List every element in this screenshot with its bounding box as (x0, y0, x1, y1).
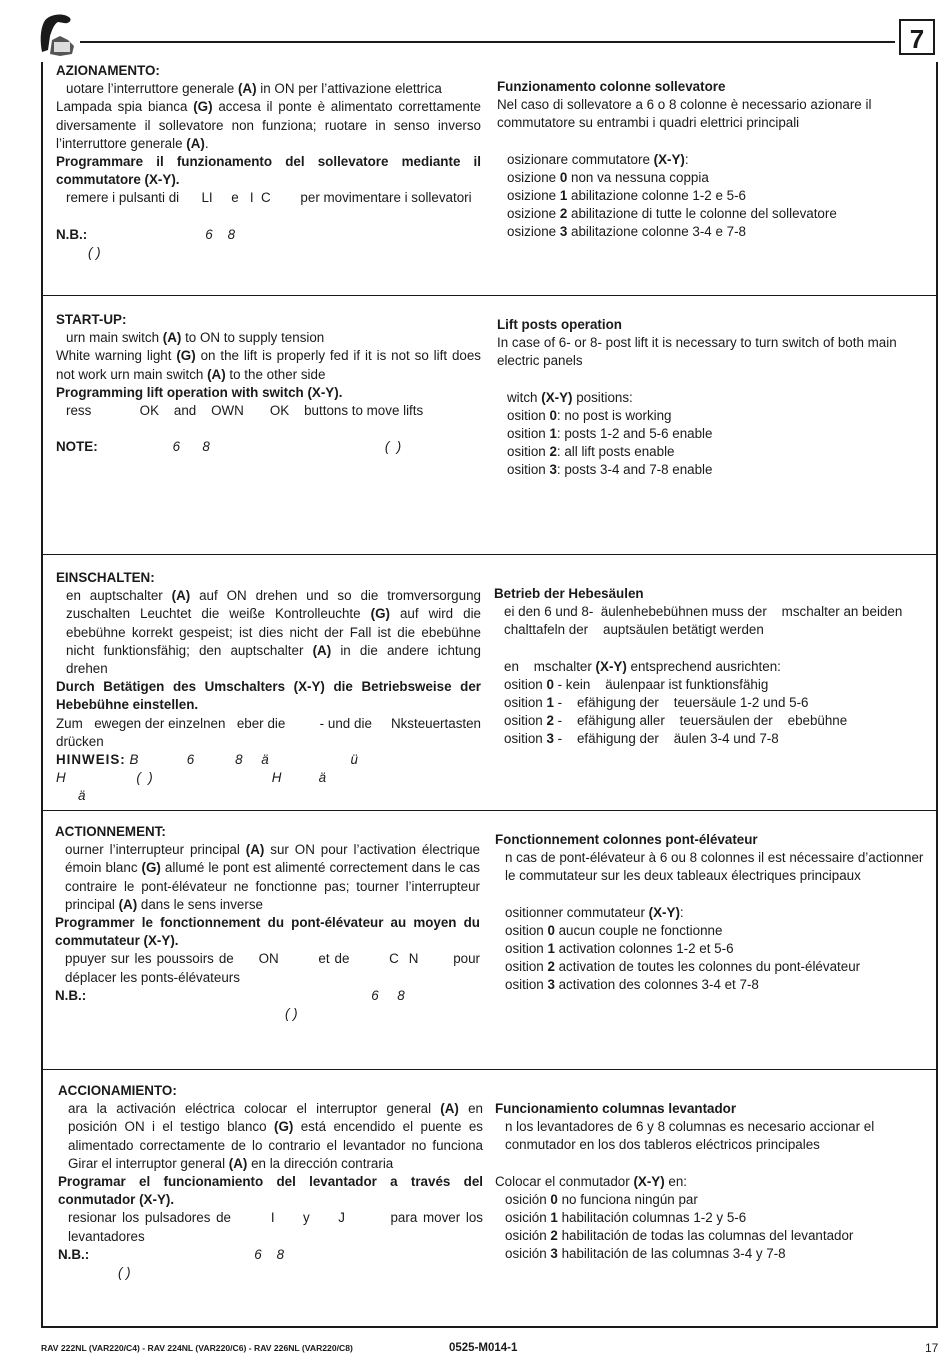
fr-right-p1: n cas de pont-élévateur à 6 ou 8 colonnes il est nécessaire d’actionner le commutateur sur les deux tableaux électriques principaux (505, 850, 924, 884)
de-left-column (56, 569, 485, 806)
chapter-number-badge: 7 (899, 19, 935, 55)
divider (43, 810, 936, 811)
fr-pos-3: osition 3 activation des colonnes 3-4 et 7-8 (505, 977, 759, 993)
es-nb-label: N.B.: (58, 1246, 90, 1262)
en-p1: urn main switch (A) to ON to supply tension (66, 330, 325, 346)
es-nb-text2: ( ) (118, 1265, 131, 1281)
en-pos-intro: witch (X-Y) positions: (507, 389, 633, 405)
section-italian (43, 62, 936, 295)
en-pos-0: osition 0: no post is working (507, 407, 672, 423)
section-german (43, 569, 936, 810)
en-pos-1: osition 1: posts 1-2 and 5-6 enable (507, 426, 713, 442)
de-nb-text2: H ( ) H ä (56, 770, 327, 786)
en-nb-text2: ( ) (384, 439, 402, 455)
fr-pos-1: osition 1 activation colonnes 1-2 et 5-6 (505, 941, 734, 957)
de-pos-intro: en mschalter (X-Y) entsprechend ausrichten: (504, 658, 781, 674)
de-nb-text: B 6 8 ä ü (129, 752, 358, 768)
fr-p4: ppuyer sur les poussoirs de ON et de C N pour déplacer les ponts-élévateurs (65, 951, 484, 985)
fr-nb-label: N.B.: (55, 987, 87, 1003)
section-english (43, 311, 936, 554)
de-p1: en auptschalter (A) auf ON drehen und so die tromversorgung zuschalten Leuchtet die weiße Kontrolleuchte (G) auf wird die ebebühne korrekt gespeist; ist dies nicht der Fall ist die ebebühne nicht funktionsfähig; den auptschalter (A) in die andere ichtung drehen (66, 588, 481, 677)
de-nb-label: HINWEIS: (56, 752, 126, 768)
de-p3: Durch Betätigen des Umschalters (X-Y) die Betriebsweise der Hebebühne einstellen. (56, 679, 481, 713)
it-p1: uotare l’interruttore generale (A) in ON per l’attivazione elettrica (66, 81, 442, 97)
de-pos-2: osition 2 - efähigung aller teuersäulen der ebebühne (504, 713, 848, 729)
section-french (43, 823, 936, 1069)
en-right-column (497, 316, 927, 480)
en-heading: START-UP: (56, 312, 127, 327)
it-pos-0: osizione 0 non va nessuna coppia (507, 169, 709, 185)
de-right-heading: Betrieb der Hebesäulen (494, 586, 644, 601)
fr-pos-2: osition 2 activation de toutes les colonnes du pont-élévateur (505, 959, 861, 975)
fr-p1: ourner l’interrupteur principal (A) sur ON pour l’activation électrique émoin blanc (G) allumé le pont est alimenté correctement dans le cas contraire le pont-élévateur ne fonctionne pas; tourner l’interrupteur principal (A) dans le sens inverse (65, 842, 480, 912)
es-right-column (495, 1100, 925, 1264)
fr-nb-text2: ( ) (285, 1006, 298, 1022)
it-heading: AZIONAMENTO: (56, 63, 160, 78)
brand-logo-icon (38, 12, 80, 58)
fr-right-heading: Fonctionnement colonnes pont-élévateur (495, 832, 758, 847)
en-p2: White warning light (G) on the lift is properly fed if it is not so lift does not work urn main switch (A) to the other side (56, 348, 481, 382)
es-p4: resionar los pulsadores de I y J para mover los levantadores (68, 1210, 487, 1244)
header-rule (80, 41, 895, 43)
it-pos-intro: osizionare commutatore (X-Y): (507, 151, 689, 167)
de-pos-0: osition 0 - kein äulenpaar ist funktionsfähig (504, 676, 769, 692)
de-right-column (494, 585, 924, 749)
en-nb-label: NOTE: (56, 439, 98, 455)
es-p1: ara la activación eléctrica colocar el interruptor general (A) en posición ON i el testigo blanco (G) está encendido el puente es alimentado correctamente de lo contrario el levantador no funciona Girar el interruptor general (A) en la dirección contraria (68, 1101, 483, 1171)
footer-models: RAV 222NL (VAR220/C4) - RAV 224NL (VAR220/C6) - RAV 226NL (VAR220/C8) (41, 1343, 353, 1353)
it-p3: Programmare il funzionamento del sollevatore mediante il commutatore (X-Y). (56, 154, 481, 188)
en-pos-2: osition 2: all lift posts enable (507, 444, 675, 460)
es-p3: Programar el funcionamiento del levantador a través del conmutador (X-Y). (58, 1174, 483, 1208)
de-pos-3: osition 3 - efähigung der äulen 3-4 und 7-8 (504, 731, 779, 747)
it-nb-label: N.B.: (56, 226, 88, 242)
it-nb-text: 6 8 (205, 226, 236, 242)
fr-nb (55, 987, 480, 1005)
en-left-column (56, 311, 481, 456)
it-pos-1: osizione 1 abilitazione colonne 1-2 e 5-6 (507, 188, 746, 204)
es-pos-intro: Colocar el conmutador (X-Y) en: (495, 1173, 688, 1189)
divider (43, 554, 936, 555)
it-nb-text2: ( ) (88, 244, 101, 260)
es-pos-1: osición 1 habilitación columnas 1-2 y 5-6 (505, 1210, 747, 1226)
es-pos-2: osición 2 habilitación de todas las columnas del levantador (505, 1228, 854, 1244)
it-right-column (497, 78, 927, 242)
es-right-heading: Funcionamiento columnas levantador (495, 1101, 737, 1116)
de-nb-text3: ä (78, 788, 86, 804)
it-right-p1: Nel caso di sollevatore a 6 o 8 colonne è necessario azionare il commutatore su entrambi i quadri elettrici principali (497, 97, 872, 131)
es-right-p1: n los levantadores de 6 y 8 columnas es necesario accionar el conmutador en los dos tableros eléctricos principales (505, 1119, 875, 1153)
en-pos-3: osition 3: posts 3-4 and 7-8 enable (507, 462, 713, 478)
fr-nb-text: 6 8 (371, 987, 405, 1003)
en-nb-text: 6 8 (172, 439, 210, 455)
de-pos-1: osition 1 - efähigung der teuersäule 1-2 und 5-6 (504, 695, 809, 711)
it-pos-2: osizione 2 abilitazione di tutte le colonne del sollevatore (507, 206, 837, 222)
de-right-p1: ei den 6 und 8- äulenhebebühnen muss der mschalter an beiden chalttafeln der auptsäulen betätigt werden (504, 604, 918, 638)
fr-p3: Programmer le fonctionnement du pont-élévateur au moyen du commutateur (X-Y). (55, 915, 480, 949)
it-right-heading: Funzionamento colonne sollevatore (497, 79, 726, 94)
fr-pos-intro: ositionner commutateur (X-Y): (505, 904, 684, 920)
en-nb (56, 438, 481, 456)
footer-page-number: 17 (925, 1341, 939, 1355)
es-nb (58, 1246, 483, 1264)
it-left-column (56, 62, 481, 262)
it-pos-3: osizione 3 abilitazione colonne 3-4 e 7-8 (507, 224, 746, 240)
it-p4: remere i pulsanti di LI e I C per movimentare i sollevatori (66, 190, 472, 206)
de-heading: EINSCHALTEN: (56, 570, 155, 585)
fr-pos-0: osition 0 aucun couple ne fonctionne (505, 922, 723, 938)
divider (43, 1069, 936, 1070)
en-p4: ress OK and OWN OK buttons to move lifts (66, 403, 424, 419)
es-pos-0: osición 0 no funciona ningún par (505, 1191, 698, 1207)
section-spanish (43, 1082, 936, 1328)
it-nb (56, 226, 481, 244)
fr-heading: ACTIONNEMENT: (55, 824, 166, 839)
it-p2: Lampada spia bianca (G) accesa il ponte è alimentato correttamente diversamente il sollevatore non funziona; ruotare in senso inverso l’interruttore generale (A). (56, 99, 481, 151)
fr-left-column (55, 823, 484, 1023)
es-nb-text: 6 8 (254, 1246, 285, 1262)
fr-right-column (495, 831, 925, 995)
footer-doc-code: 0525-M014-1 (449, 1342, 518, 1354)
es-heading: ACCIONAMIENTO: (58, 1083, 177, 1098)
en-right-heading: Lift posts operation (497, 317, 622, 332)
es-left-column (58, 1082, 487, 1282)
de-p4: Zum ewegen der einzelnen eber die - und die Nksteuertasten drücken (56, 715, 485, 749)
de-nb (56, 751, 481, 769)
en-right-p1: In case of 6- or 8- post lift it is necessary to turn switch of both main electric panels (497, 335, 897, 369)
en-p3: Programming lift operation with switch (X-Y). (56, 384, 343, 400)
divider (43, 295, 936, 296)
es-pos-3: osición 3 habilitación de las columnas 3-4 y 7-8 (505, 1246, 786, 1262)
